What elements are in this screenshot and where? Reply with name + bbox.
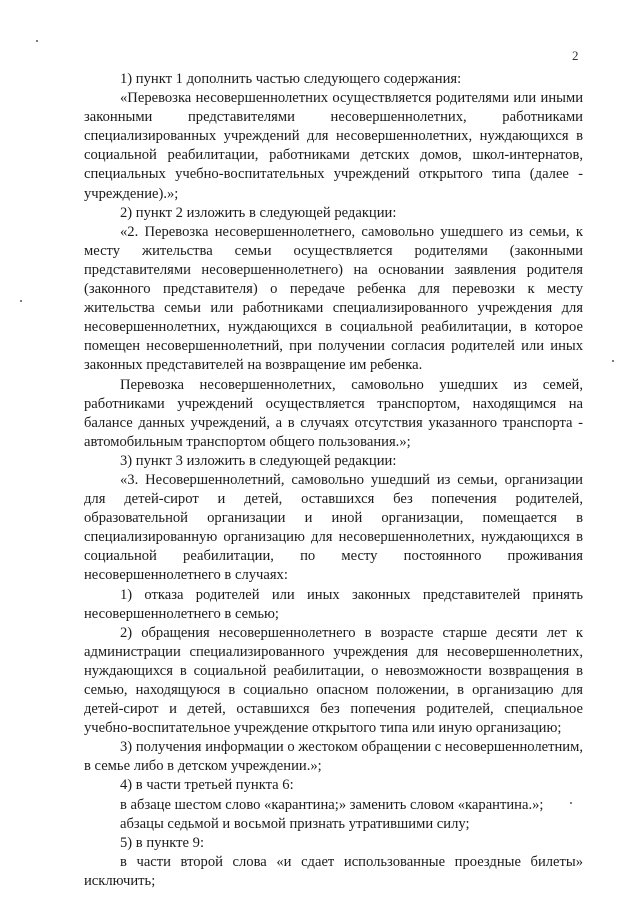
paragraph-case-3: 3) получения информации о жестоком обращении с несовершеннолетним, в семье либо в детском учреждении.»;	[84, 739, 583, 775]
paragraph-amendment-3: 3) пункт 3 изложить в следующей редакции:	[120, 452, 397, 469]
paragraph-amendment-4: 4) в части третьей пункта 6:	[120, 777, 294, 794]
paragraph-amendment-2: 2) пункт 2 изложить в следующей редакции:	[120, 204, 397, 221]
scan-speck	[612, 360, 614, 362]
paragraph-quote-point-3: «3. Несовершеннолетний, самовольно ушедший из семьи, организации для детей-сирот и детей, оставшихся без попечения родителей, образовательной организации и иной организации, помещается в специализированную организацию для несовершеннолетних, нуждающихся в социальной реабилитации, по месту постоянного проживания несовершеннолетнего в случаях:	[84, 471, 583, 584]
paragraph-amendment-5: 5) в пункте 9:	[120, 834, 205, 851]
paragraph-amendment-1: 1) пункт 1 дополнить частью следующего содержания:	[120, 71, 462, 87]
paragraph-case-2: 2) обращения несовершеннолетнего в возрасте старше десяти лет к администрации специализированного учреждения для несовершеннолетних, нуждающихся в социальной реабилитации, о невозможности возвращения в семью, находящуюся в социально опасном положении, в организацию для детей-сирот и детей, оставшихся без попечения родителей, специальное учебно-воспитательное учреждение открытого типа или иную организацию;	[84, 624, 583, 737]
paragraph-quote-point-2: «2. Перевозка несовершеннолетнего, самовольно ушедшего из семьи, к месту жительства семьи осуществляется родителями (законными представителями несовершеннолетнего) на основании заявления родителя (законного представителя) о передаче ребенка для перевозки к месту жительства семьи или работниками специализированного учреждения для несовершеннолетних, нуждающихся в социальной реабилитации, в которое помещен несовершеннолетний, при получении согласия родителей или иных законных представителей на возвращение им ребенка.	[84, 223, 583, 374]
scan-speck	[20, 300, 22, 302]
scan-speck	[570, 802, 572, 804]
paragraph-quote-transport: «Перевозка несовершеннолетних осуществляется родителями или иными законными представителями несовершеннолетних, работниками специализированных учреждений для несовершеннолетних, нуждающихся в социальной реабилитации, работниками детских домов, школ-интернатов, специальных учебно-воспитательных учреждений открытого типа (далее - учреждение).»;	[84, 90, 583, 202]
paragraph-point-9: в части второй слова «и сдает использованные проездные билеты» исключить;	[84, 853, 583, 889]
paragraph-case-1: 1) отказа родителей или иных законных представителей принять несовершеннолетнего в семью;	[84, 586, 583, 622]
paragraph-abzac-6: в абзаце шестом слово «карантина;» заменить словом «карантина.»;	[120, 796, 544, 813]
scan-speck	[36, 40, 38, 42]
document-body	[84, 70, 583, 891]
page-number: 2	[572, 48, 579, 63]
paragraph-transport-means: Перевозка несовершеннолетних, самовольно ушедших из семей, работниками учреждений осуществляется транспортом, находящимся на балансе данных учреждений, а в случаях отсутствия указанного транспорта - автомобильным транспортом общего пользования.»;	[84, 376, 583, 450]
paragraph-abzac-7-8: абзацы седьмой и восьмой признать утратившими силу;	[120, 815, 470, 832]
